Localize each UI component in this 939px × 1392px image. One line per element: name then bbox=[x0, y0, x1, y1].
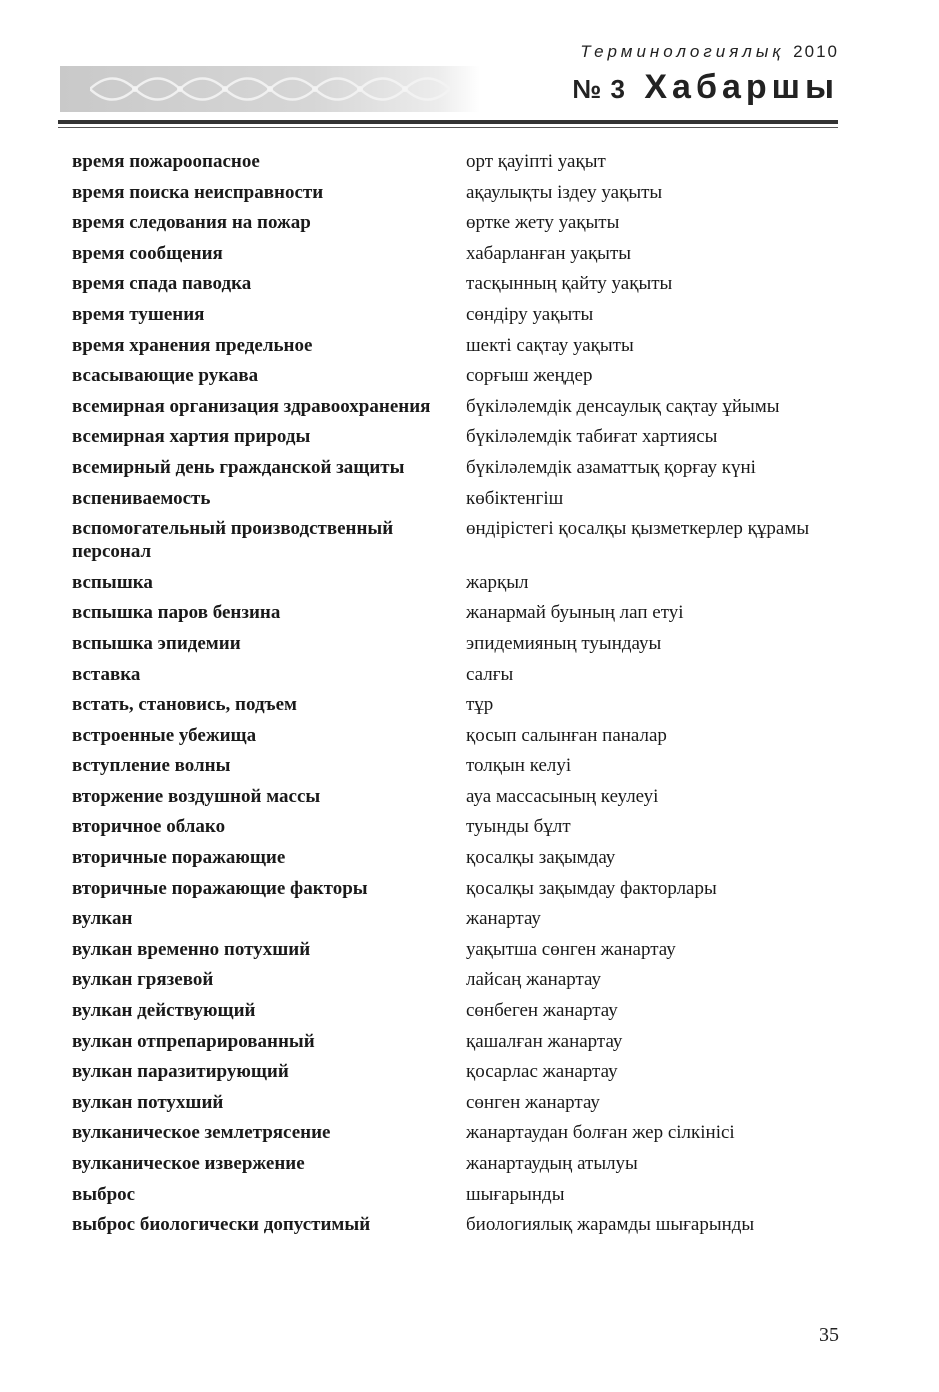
kazakh-term: тұр bbox=[466, 694, 494, 716]
kazakh-term: қосалқы зақымдау bbox=[466, 847, 616, 869]
glossary-row bbox=[72, 907, 832, 930]
kazakh-term: қосарлас жанартау bbox=[466, 1061, 618, 1083]
glossary-row bbox=[72, 364, 832, 387]
glossary-row bbox=[72, 877, 832, 900]
glossary-table bbox=[72, 150, 832, 1244]
russian-term: выброс bbox=[72, 1183, 136, 1205]
glossary-row bbox=[72, 425, 832, 448]
glossary-row bbox=[72, 517, 832, 563]
russian-term: вулкан грязевой bbox=[72, 969, 214, 991]
russian-term: вторжение воздушной массы bbox=[72, 785, 321, 807]
kazakh-term: бүкіләлемдік азаматтық қорғау күні bbox=[466, 456, 756, 478]
kazakh-term: қосалқы зақымдау факторлары bbox=[466, 877, 717, 899]
glossary-row bbox=[72, 150, 832, 173]
kazakh-term: лайсаң жанартау bbox=[466, 969, 602, 991]
glossary-row bbox=[72, 571, 832, 594]
russian-term: вспомогательный производственный персонал bbox=[72, 518, 394, 563]
kazakh-term: орт қауіпті уақыт bbox=[466, 151, 606, 172]
russian-term: время поиска неисправности bbox=[72, 181, 324, 203]
kazakh-term: ауа массасының кеулеуі bbox=[466, 785, 659, 807]
russian-term: вулканическое извержение bbox=[72, 1153, 305, 1174]
kazakh-term: көбіктенгіш bbox=[466, 487, 564, 509]
kazakh-term: ақаулықты іздеу уақыты bbox=[466, 181, 663, 203]
glossary-row bbox=[72, 632, 832, 655]
russian-term: встать, становись, подъем bbox=[72, 694, 298, 716]
russian-term: вулкан действующий bbox=[72, 1000, 256, 1022]
kazakh-term: сөнбеген жанартау bbox=[466, 1000, 618, 1022]
russian-term: выброс биологически допустимый bbox=[72, 1214, 371, 1236]
kazakh-term: бүкіләлемдік табиғат хартиясы bbox=[466, 426, 718, 448]
glossary-row bbox=[72, 303, 832, 326]
russian-term: вспышка эпидемии bbox=[72, 632, 241, 654]
russian-term: вторичные поражающие bbox=[72, 847, 286, 869]
kazakh-term: жанартаудың атылуы bbox=[466, 1153, 638, 1174]
header-rule-thick bbox=[58, 120, 838, 124]
glossary-row bbox=[72, 1213, 832, 1236]
russian-term: вспышка bbox=[72, 571, 153, 593]
glossary-row bbox=[72, 1183, 832, 1206]
journal-year: 2010 bbox=[793, 42, 839, 61]
kazakh-term: уақытша сөнген жанартау bbox=[466, 938, 676, 960]
glossary-row bbox=[72, 1091, 832, 1114]
header-kicker bbox=[580, 42, 839, 62]
glossary-row bbox=[72, 395, 832, 418]
russian-term: вторичное облако bbox=[72, 816, 226, 838]
kazakh-term: сөндіру уақыты bbox=[466, 303, 594, 325]
russian-term: время спада паводка bbox=[72, 273, 252, 295]
glossary-row bbox=[72, 487, 832, 510]
kazakh-term: қосып салынған паналар bbox=[466, 724, 667, 746]
russian-term: время сообщения bbox=[72, 242, 223, 264]
russian-term: всасывающие рукава bbox=[72, 365, 259, 387]
kazakh-term: шекті сақтау уақыты bbox=[466, 334, 634, 356]
russian-term: вулкан отпрепарированный bbox=[72, 1030, 315, 1052]
glossary-row bbox=[72, 999, 832, 1022]
header-rule-thin bbox=[58, 127, 838, 128]
glossary-row bbox=[72, 211, 832, 234]
russian-term: вспышка паров бензина bbox=[72, 602, 281, 624]
page-number: 35 bbox=[819, 1324, 839, 1346]
kazakh-term: сорғыш жеңдер bbox=[466, 365, 593, 387]
glossary-row bbox=[72, 785, 832, 808]
ornament-pattern bbox=[90, 70, 450, 108]
russian-term: вставка bbox=[72, 663, 141, 685]
glossary-row bbox=[72, 724, 832, 747]
kazakh-term: сөнген жанартау bbox=[466, 1091, 600, 1113]
kazakh-term: туынды бұлт bbox=[466, 816, 571, 838]
journal-kicker: Терминологиялық bbox=[580, 42, 785, 61]
russian-term: время хранения предельное bbox=[72, 334, 313, 356]
kazakh-term: эпидемияның туындауы bbox=[466, 632, 662, 654]
russian-term: вспениваемость bbox=[72, 487, 211, 509]
kazakh-term: биологиялық жарамды шығарынды bbox=[466, 1214, 755, 1236]
kazakh-term: толқын келуі bbox=[466, 755, 572, 777]
kazakh-term: өртке жету уақыты bbox=[466, 212, 620, 234]
glossary-row bbox=[72, 334, 832, 357]
glossary-row bbox=[72, 1152, 832, 1175]
russian-term: вулкан bbox=[72, 908, 133, 930]
kazakh-term: салғы bbox=[466, 663, 514, 685]
glossary-row bbox=[72, 754, 832, 777]
kazakh-term: қашалған жанартау bbox=[466, 1030, 623, 1052]
russian-term: время следования на пожар bbox=[72, 212, 311, 234]
kazakh-term: жарқыл bbox=[466, 571, 529, 593]
glossary-row bbox=[72, 1121, 832, 1144]
glossary-row bbox=[72, 693, 832, 716]
glossary-row bbox=[72, 272, 832, 295]
russian-term: время пожароопасное bbox=[72, 151, 260, 172]
russian-term: вступление волны bbox=[72, 755, 231, 777]
russian-term: встроенные убежища bbox=[72, 724, 257, 746]
kazakh-term: жанармай буының лап етуі bbox=[466, 602, 684, 624]
russian-term: время тушения bbox=[72, 303, 205, 325]
glossary-row bbox=[72, 815, 832, 838]
russian-term: всемирная организация здравоохранения bbox=[72, 395, 431, 417]
russian-term: вторичные поражающие факторы bbox=[72, 877, 368, 899]
glossary-row bbox=[72, 938, 832, 961]
glossary-row bbox=[72, 663, 832, 686]
journal-title: Хабаршы bbox=[644, 68, 839, 106]
glossary-row bbox=[72, 242, 832, 265]
kazakh-term: тасқынның қайту уақыты bbox=[466, 273, 673, 295]
glossary-row bbox=[72, 456, 832, 479]
kazakh-term: шығарынды bbox=[466, 1183, 565, 1205]
russian-term: вулкан потухший bbox=[72, 1091, 224, 1113]
glossary-row bbox=[72, 1030, 832, 1053]
glossary-row bbox=[72, 181, 832, 204]
glossary-row bbox=[72, 968, 832, 991]
russian-term: всемирный день гражданской защиты bbox=[72, 456, 405, 478]
header-issue bbox=[572, 68, 839, 107]
glossary-row bbox=[72, 1060, 832, 1083]
kazakh-term: жанартау bbox=[466, 908, 541, 930]
kazakh-term: өндірістегі қосалқы қызметкерлер құрамы bbox=[466, 518, 810, 540]
glossary-row bbox=[72, 846, 832, 869]
kazakh-term: хабарланған уақыты bbox=[466, 242, 632, 264]
russian-term: вулкан паразитирующий bbox=[72, 1061, 289, 1083]
russian-term: вулкан временно потухший bbox=[72, 938, 311, 960]
kazakh-term: бүкіләлемдік денсаулық сақтау ұйымы bbox=[466, 395, 780, 417]
glossary-row bbox=[72, 601, 832, 624]
kazakh-term: жанартаудан болған жер сілкінісі bbox=[466, 1122, 735, 1144]
issue-number: № 3 bbox=[572, 74, 626, 104]
russian-term: всемирная хартия природы bbox=[72, 426, 311, 448]
russian-term: вулканическое землетрясение bbox=[72, 1122, 331, 1144]
